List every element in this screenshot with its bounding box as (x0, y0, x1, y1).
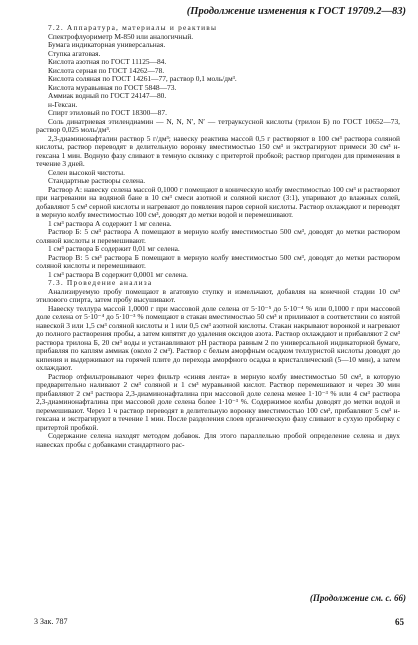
paragraph: Соль динатриевая этилендиамин — N, N, N′, N′ — тетрауксусной кислоты (трилон Б) по ГОСТ 10652—73, раствор 0,025 моль/дм³. (36, 116, 400, 134)
paragraph: Ступка агатовая. (48, 48, 101, 58)
paragraph: Раствор А: навеску селена массой 0,1000 г помещают в коническую колбу вместимостью 100 см³ и растворяют при нагревании на водяной бане в 10 см³ смеси азотной и соляной кислот (3:1), упаривают до влажных солей, добавляют 5 см³ серной кислоты и нагревают до появления паров серной кислоты. Раствор охлаждают и переводят в мерную колбу вместимостью 100 см³, доводят до метки водой и перемешивают. (36, 184, 400, 219)
paragraph: Бумага индикаторная универсальная. (48, 40, 166, 49)
paragraph: Кислота соляная по ГОСТ 14261—77, раствор 0,1 моль/дм³. (48, 74, 237, 83)
paragraph: Стандартные растворы селена. (48, 176, 146, 185)
document-body (36, 24, 400, 449)
paragraph: Раствор В: 5 см³ раствора Б помещают в мерную колбу вместимостью 500 см³, доводят до метки раствором соляной кислоты и перемешивают. (36, 252, 400, 270)
print-order-mark: 3 Зак. 787 (34, 617, 68, 626)
paragraph: Спирт этиловый по ГОСТ 18300—87. (48, 108, 167, 117)
paragraph: 1 см³ раствора А содержит 1 мг селена. (48, 218, 172, 228)
page-header: (Продолжение изменения к ГОСТ 19709.2—83) (186, 6, 406, 17)
paragraph: Кислота азотная по ГОСТ 11125—84. (48, 57, 167, 66)
paragraph: 2,3-диаминонафталин раствор 5 г/дм³; навеску реактива массой 0,5 г растворяют в 100 см³ раствора соляной кислоты, раствор переводят в делительную воронку вместимостью 150 см³ и экстрагируют примеси 30 см³ н-гексана 1 мин. Водную фазу сливают в темную склянку с притертой пробкой; раствор пригоден для применения в течение 3 дней. (36, 133, 400, 168)
paragraph: Содержание селена находят методом добавок. Для этого параллельно пробой определение селена и двух навесках пробы с добавками стандартного рас- (36, 431, 400, 449)
paragraph: Анализируемую пробу помещают в агатовую ступку и измельчают, добавляя на конечной стадии 10 см³ этилового спирта, затем пробу высушивают. (36, 286, 400, 304)
paragraph: Навеску теллура массой 1,0000 г при массовой доле селена от 5·10⁻⁵ до 5·10⁻⁴ % или 0,1000 г при массовой доле селена от 5·10⁻⁴ до 5·10⁻³ % помещают в стакан вместимостью 50 см³ и приливают в соответствии со взятой навеской 3 или 1,5 см³ соляной кислоты и 1 или 0,5 см³ азотной кислоты. Стакан накрывают воронкой и нагревают до полного растворения пробы, а затем кипятят до удаления оксидов азота. Раствор охлаждают и прибавляют 2 см³ раствора трилона Б, 20 см³ воды и устанавливают рН раствора равным 2 по универсальной индикаторной бумаге, прибавляя по каплям аммиак (около 2 см³). Раствор с белым аморфным осадком теллуристой кислоты доводят до кипения и выдерживают на горячей плите до перехода аморфного осадка в кристаллический (5—10 мин), а затем охлаждают. (36, 303, 400, 372)
continuation-note: (Продолжение см. с. 66) (309, 593, 406, 603)
paragraph: Селен высокой чистоты. (48, 167, 125, 177)
paragraph: Спектрофлуориметр М-850 или аналогичный. (48, 31, 194, 41)
page-number: 65 (395, 617, 404, 627)
paragraph: Кислота муравьиная по ГОСТ 5848—73. (48, 82, 177, 92)
paragraph: Раствор отфильтровывают через фильтр «синяя лента» в мерную колбу вместимостью 50 см³, в которую предварительно наливают 2 см³ соляной и 1 см³ муравьиной кислот. Раствор перемешивают и через 30 мин прибавляют 2 см³ раствора 2,3-диаминонафталина при массовой доле селена менее 1·10⁻³ % или 4 см³ раствора 2,3-диаминонафталина при массовой доле селена более 1·10⁻³ %. Содержимое колбы доводят до метки водой и перемешивают. Через 1 ч раствор переводят в делительную воронку вместимостью 100 см³, прибавляют 5 см³ н-гексана и экстрагируют в течение 1 мин. После разделения слоев органическую фазу сливают в сухую пробирку с притертой пробкой. (36, 371, 400, 432)
section-heading-7-2: 7.2. Аппаратура, материалы и реактивы (48, 23, 218, 32)
section-heading-7-3: 7.3. Проведение анализа (48, 278, 153, 287)
paragraph: н-Гексан. (48, 99, 78, 109)
paragraph: 1 см³ раствора В содержит 0,0001 мг селена. (48, 269, 188, 279)
paragraph: Кислота серная по ГОСТ 14262—78. (48, 65, 165, 75)
paragraph: 1 см³ раствора Б содержит 0,01 мг селена. (48, 244, 180, 253)
paragraph: Аммиак водный по ГОСТ 24147—80. (48, 91, 167, 100)
paragraph: Раствор Б: 5 см³ раствора А помещают в мерную колбу вместимостью 500 см³, доводят до метки раствором соляной кислоты и перемешивают. (36, 227, 400, 245)
